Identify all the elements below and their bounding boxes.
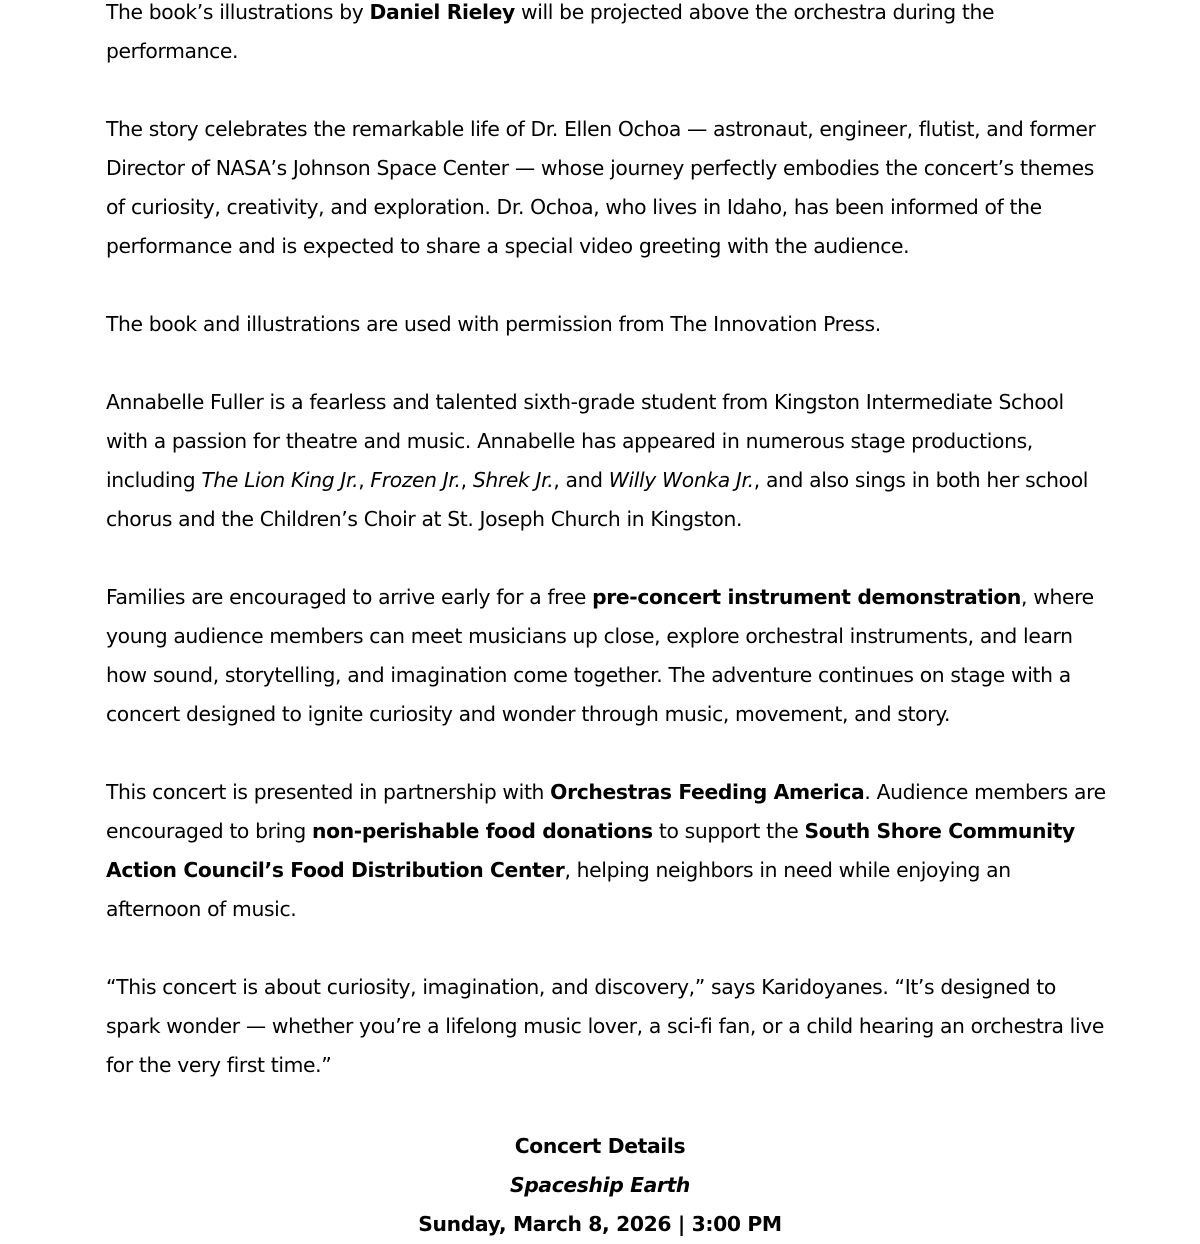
show-title: Willy Wonka Jr.: [608, 468, 754, 492]
text-segment: , and: [553, 468, 609, 492]
text-segment: , helping neighbors in need while enjoying an afternoon of music.: [106, 858, 1011, 921]
show-title: Shrek Jr.: [472, 468, 554, 492]
show-title: The Lion King Jr.: [201, 468, 359, 492]
paragraph-annabelle: [106, 383, 1106, 539]
text-segment: ,: [358, 468, 371, 492]
text-segment: to support the: [652, 819, 805, 843]
demonstration-highlight: pre-concert instrument demonstration: [592, 585, 1022, 609]
text-segment: . Audience members are encouraged to bring: [106, 780, 1106, 843]
concert-datetime: Sunday, March 8, 2026 | 3:00 PM: [418, 1212, 782, 1236]
paragraph-partnership: [106, 773, 1106, 929]
paragraph-story: The story celebrates the remarkable life of Dr. Ellen Ochoa — astronaut, engineer, flutist, and former Director of NASA’s Johnson Space Center — whose journey perfectly embodies the concert’s themes of curiosity, creativity, and exploration. Dr. Ochoa, who lives in Idaho, has been informed of the performance and is expected to share a special video greeting with the audience.: [106, 117, 1096, 258]
paragraph-families: [106, 578, 1106, 734]
text-segment: , where young audience members can meet musicians up close, explore orchestral instruments, and learn how sound, storytelling, and imagination come together. The adventure continues on stage with a concert designed to ignite curiosity and wonder through music, movement, and story.: [106, 585, 1094, 726]
document-body: [106, 0, 1106, 1124]
donation-highlight: non-perishable food donations: [312, 819, 653, 843]
text-segment: This concert is presented in partnership with: [106, 780, 551, 804]
beneficiary-name: South Shore Community Action Council’s Food Distribution Center: [106, 819, 1075, 882]
show-title: Frozen Jr.: [370, 468, 461, 492]
text-segment: The book’s illustrations by: [106, 0, 370, 24]
paragraph-illustrations: [106, 0, 1106, 71]
text-segment: Annabelle Fuller is a fearless and talented sixth-grade student from Kingston Intermediate School with a passion for theatre and music. Annabelle has appeared in numerous stage productions, including: [106, 390, 1064, 492]
partner-name: Orchestras Feeding America: [550, 780, 865, 804]
paragraph-permission: The book and illustrations are used with permission from The Innovation Press.: [106, 312, 881, 336]
text-segment: ,: [460, 468, 473, 492]
text-segment: Families are encouraged to arrive early for a free: [106, 585, 593, 609]
text-segment: will be projected above the orchestra during the performance.: [106, 0, 995, 63]
paragraph-quote: “This concert is about curiosity, imagination, and discovery,” says Karidoyanes. “It’s designed to spark wonder — whether you’re a lifelong music lover, a sci-fi fan, or a child hearing an orchestra live for the very first time.”: [106, 975, 1105, 1077]
concert-title: Spaceship Earth: [509, 1173, 691, 1197]
text-segment: , and also sings in both her school chorus and the Children’s Choir at St. Joseph Church in Kingston.: [106, 468, 1089, 531]
concert-details: [0, 1127, 1200, 1244]
details-heading: Concert Details: [514, 1134, 686, 1158]
illustrator-name: Daniel Rieley: [369, 0, 515, 24]
